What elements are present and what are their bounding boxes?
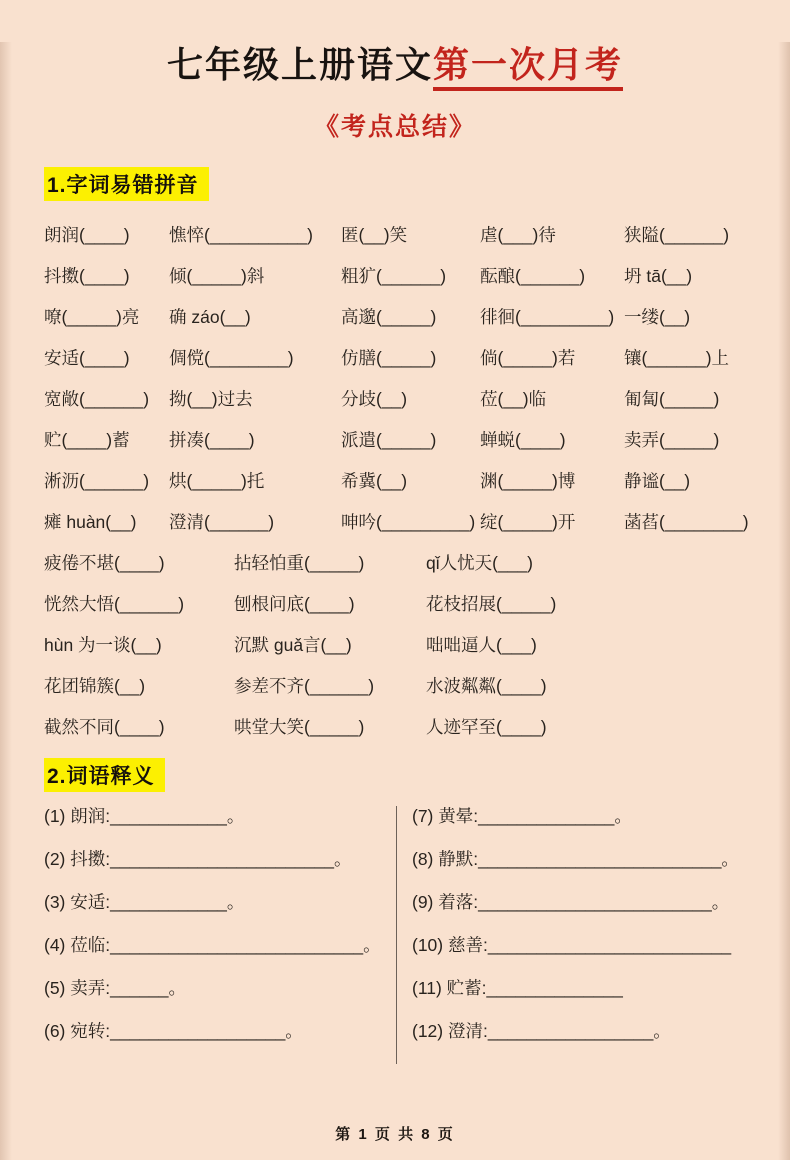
definitions-columns — [44, 806, 746, 1064]
pinyin-item: 人迹罕至(____) — [426, 717, 547, 737]
pinyin-item: 贮(____)蓄 — [44, 430, 130, 450]
pinyin-item: 拈轻怕重(_____) — [234, 553, 365, 573]
definitions-right-column — [397, 806, 746, 1064]
pinyin-item: 静谧(__) — [624, 471, 691, 491]
pinyin-item: 花枝招展(_____) — [426, 594, 557, 614]
pinyin-item: 卖弄(_____) — [624, 430, 720, 450]
definition-item: (2) 抖擞:_______________________。 — [44, 849, 352, 869]
pinyin-item: 疲倦不堪(____) — [44, 553, 165, 573]
pinyin-item: 沉默 guǎ言(__) — [234, 635, 352, 655]
pinyin-item: hùn 为一谈(__) — [44, 635, 162, 655]
page-title-red-underlined: 第一次月考 — [433, 44, 623, 91]
pinyin-row — [44, 389, 746, 410]
pinyin-item: 菡萏(________) — [624, 512, 749, 532]
pinyin-item: 一缕(__) — [624, 307, 691, 327]
pinyin-item: 分歧(__) — [341, 389, 408, 409]
pinyin-item: 绽(_____)开 — [480, 512, 576, 532]
pinyin-item: 咄咄逼人(___) — [426, 635, 537, 655]
pinyin-item: 刨根问底(____) — [234, 594, 355, 614]
pinyin-item: 粗犷(______) — [341, 266, 447, 286]
section1-heading: 1.字词易错拼音 — [44, 167, 209, 201]
definition-item: (8) 静默:_________________________。 — [412, 849, 739, 869]
definition-item: (11) 贮蓄:______________ — [412, 978, 623, 998]
pinyin-item: 拗(__)过去 — [169, 389, 253, 409]
page-title — [44, 42, 746, 87]
definition-item: (3) 安适:____________。 — [44, 892, 245, 912]
pinyin-item: 哄堂大笑(_____) — [234, 717, 365, 737]
pinyin-item: 淅沥(______) — [44, 471, 150, 491]
pinyin-row — [44, 635, 746, 656]
pinyin-item: 参差不齐(______) — [234, 676, 375, 696]
pinyin-item: 坍 tā(__) — [624, 266, 693, 286]
pinyin-item: 镶(______)上 — [624, 348, 730, 368]
pinyin-row — [44, 307, 746, 328]
pinyin-item: 酝酿(______) — [480, 266, 586, 286]
pinyin-item: 截然不同(____) — [44, 717, 165, 737]
pinyin-row — [44, 717, 746, 738]
pinyin-item: 憔悴(__________) — [169, 225, 313, 245]
pinyin-item: 狭隘(______) — [624, 225, 730, 245]
pinyin-row — [44, 430, 746, 451]
definition-item: (10) 慈善:_________________________ — [412, 935, 732, 955]
pinyin-row — [44, 594, 746, 615]
pinyin-item: 安适(____) — [44, 348, 130, 368]
pinyin-row — [44, 676, 746, 697]
definition-item: (1) 朗润:____________。 — [44, 806, 245, 826]
pinyin-item: 拼凑(____) — [169, 430, 255, 450]
pinyin-item: 瘫 huàn(__) — [44, 512, 137, 532]
pinyin-row — [44, 266, 746, 287]
pinyin-item: 朗润(____) — [44, 225, 130, 245]
definition-item: (7) 黄晕:______________。 — [412, 806, 632, 826]
pinyin-item: 烘(_____)托 — [169, 471, 265, 491]
pinyin-row — [44, 225, 746, 246]
pinyin-item: 派遣(_____) — [341, 430, 437, 450]
pinyin-item: 匿(__)笑 — [341, 225, 408, 245]
pinyin-item: 确 záo(__) — [169, 307, 251, 327]
pinyin-item: 徘徊(_________) — [480, 307, 615, 327]
definition-item: (12) 澄清:_________________。 — [412, 1021, 671, 1041]
pinyin-item: 澄清(______) — [169, 512, 275, 532]
pinyin-item: 倜傥(________) — [169, 348, 294, 368]
page-subtitle: 《考点总结》 — [313, 113, 476, 141]
pinyin-item: 虐(___)待 — [480, 225, 556, 245]
pinyin-item: 恍然大悟(______) — [44, 594, 185, 614]
pinyin-item: 倘(_____)若 — [480, 348, 576, 368]
page-number-footer: 第 1 页 共 8 页 — [335, 1126, 455, 1143]
pinyin-row — [44, 471, 746, 492]
definition-item: (5) 卖弄:______。 — [44, 978, 187, 998]
pinyin-item: 抖擞(____) — [44, 266, 130, 286]
pinyin-item: 匍匐(_____) — [624, 389, 720, 409]
pinyin-item: 宽敞(______) — [44, 389, 150, 409]
pinyin-item: 蝉蜕(____) — [480, 430, 566, 450]
pinyin-item: 嘹(_____)亮 — [44, 307, 140, 327]
pinyin-item: 仿膳(_____) — [341, 348, 437, 368]
pinyin-row — [44, 512, 749, 533]
worksheet-page — [0, 42, 790, 1064]
pinyin-item: 高邈(_____) — [341, 307, 437, 327]
pinyin-item: qǐ人忧天(___) — [426, 553, 533, 573]
pinyin-row — [44, 348, 746, 369]
pinyin-item: 呻吟(_________) — [341, 512, 476, 532]
section2-heading: 2.词语释义 — [44, 758, 165, 792]
pinyin-item: 倾(_____)斜 — [169, 266, 265, 286]
definition-item: (6) 宛转:__________________。 — [44, 1021, 303, 1041]
pinyin-rows-3col — [44, 553, 746, 738]
definition-item: (4) 莅临:__________________________。 — [44, 935, 381, 955]
pinyin-item: 莅(__)临 — [480, 389, 547, 409]
pinyin-rows-5col — [44, 225, 749, 533]
pinyin-row — [44, 553, 746, 574]
definition-item: (9) 着落:________________________。 — [412, 892, 730, 912]
pinyin-item: 水波粼粼(____) — [426, 676, 547, 696]
pinyin-item: 花团锦簇(__) — [44, 676, 146, 696]
pinyin-item: 希冀(__) — [341, 471, 408, 491]
definitions-left-column — [44, 806, 397, 1064]
pinyin-item: 渊(_____)博 — [480, 471, 576, 491]
page-title-black: 七年级上册语文 — [166, 44, 433, 85]
